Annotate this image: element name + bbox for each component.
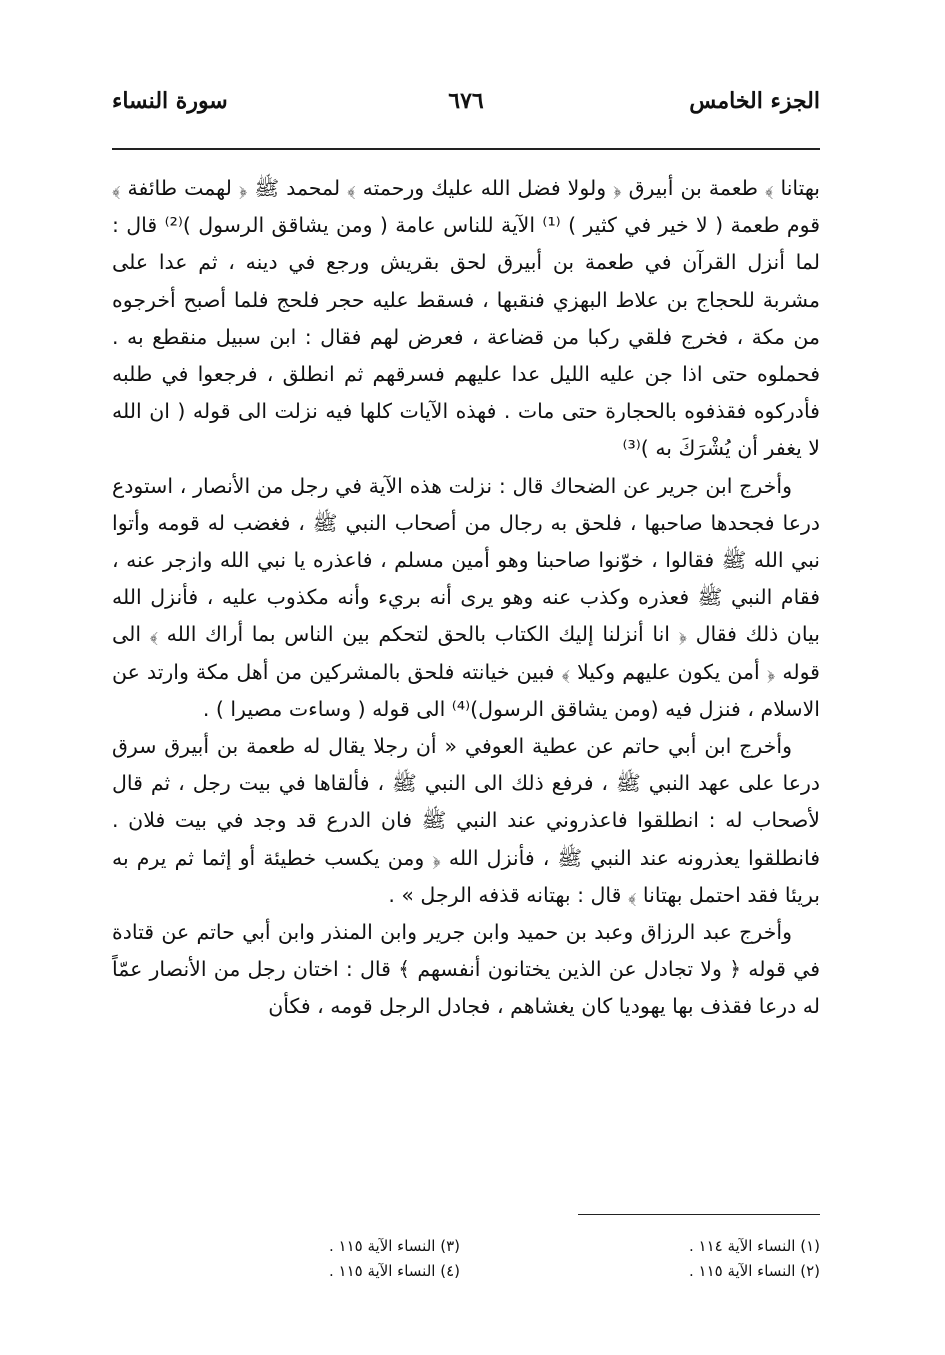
paragraph-2: وأخرج ابن جرير عن الضحاك قال : نزلت هذه الآية في رجل من الأنصار ، استودع درعا فجحدها صاحبها ، فلحق به رجال من أصحاب النبي ﷺ ، فغضب له قومه وأتوا نبي الله ﷺ فقالوا ، خوّنوا صاحبنا وهو أمين مسلم ، فاعذره يا نبي الله وازجر عنه ، فقام النبي ﷺ فعذره وكذب عنه وهو يرى أنه بريء وأنه مكذوب عليه ، فأنزل الله بيان ذلك فقال ﴿ انا أنزلنا إليك الكتاب بالحق لتحكم بين الناس بما أراك الله ﴾ الى قوله ﴿ أمن يكون عليهم وكيلا ﴾ فبين خيانته فلحق بالمشركين من أهل مكة وارتد عن الاسلام ، فنزل فيه (ومن يشاقق الرسول)⁽⁴⁾ الى قوله ( وساءت مصيرا ) .: [112, 473, 820, 721]
footnote-divider: [578, 1214, 820, 1215]
paragraph-3: وأخرج ابن أبي حاتم عن عطية العوفي « أن رجلا يقال له طعمة بن أبيرق سرق درعا على عهد النبي ﷺ ، فرفع ذلك الى النبي ﷺ ، فألقاها في بيت رجل ، ثم قال لأصحاب له : انطلقوا فاعذروني عند النبي ﷺ فان الدرع قد وجد في بيت فلان . فانطلقوا يعذرونه عند النبي ﷺ ، فأنزل الله ﴿ ومن يكسب خطيئة أو إثما ثم يرم به بريئا فقد احتمل بهتانا ﴾ قال : بهتانه قذفه الرجل » .: [112, 734, 820, 907]
paragraph-4: وأخرج عبد الرزاق وعبد بن حميد وابن جرير وابن المنذر وابن أبي حاتم عن قتادة في قوله ﴿ ولا تجادل عن الذين يختانون أنفسهم ﴾ قال : اختان رجل من الأنصار عمّاً له درعا فقذف بها يهوديا كان يغشاهم ، فجادل الرجل قومه ، فكأن: [112, 920, 820, 1019]
paragraph-1: بهتانا ﴾ طعمة بن أبيرق ﴿ ولولا فضل الله عليك ورحمته ﴾ لمحمد ﷺ ﴿ لهمت طائفة ﴾ قوم طعمة ( لا خير في كثير ) ⁽¹⁾ الآية للناس عامة ( ومن يشاقق الرسول )⁽²⁾ قال : لما أنزل القرآن في طعمة بن أبيرق لحق بقريش ورجع في دينه ، ثم عدا على مشربة للحجاج بن علاط البهزي فنقبها ، فسقط عليه حجر فلحج فلما أصبح أخرجوه من مكة ، فخرج فلقي ركبا من قضاعة ، فعرض لهم فقال : ابن سبيل منقطع به . فحملوه حتى اذا جن عليه الليل عدا عليهم فسرقهم ثم انطلق ، فرجعوا في طلبه فأدركوه فقذفوه بالحجارة حتى مات . فهذه الآيات كلها فيه نزلت الى قوله ( ان الله لا يغفر أن يُشْرَكَ به )⁽³⁾: [112, 176, 820, 461]
footnote-4: (٤) النساء الآية ١١٥ .: [328, 1262, 460, 1280]
footnote-column-left: [230, 1234, 460, 1284]
part-title: الجزء الخامس: [689, 88, 820, 114]
surah-title: سورة النساء: [112, 88, 228, 114]
page-header: [112, 88, 820, 128]
footnote-column-right: [590, 1234, 820, 1284]
footnotes: [112, 1234, 820, 1294]
main-text: [112, 170, 820, 1026]
footnote-3: (٣) النساء الآية ١١٥ .: [328, 1237, 460, 1255]
page-number: ٦٧٦: [448, 88, 484, 114]
footnote-1: (١) النساء الآية ١١٤ .: [688, 1237, 820, 1255]
header-divider: [112, 148, 820, 150]
footnote-2: (٢) النساء الآية ١١٥ .: [688, 1262, 820, 1280]
